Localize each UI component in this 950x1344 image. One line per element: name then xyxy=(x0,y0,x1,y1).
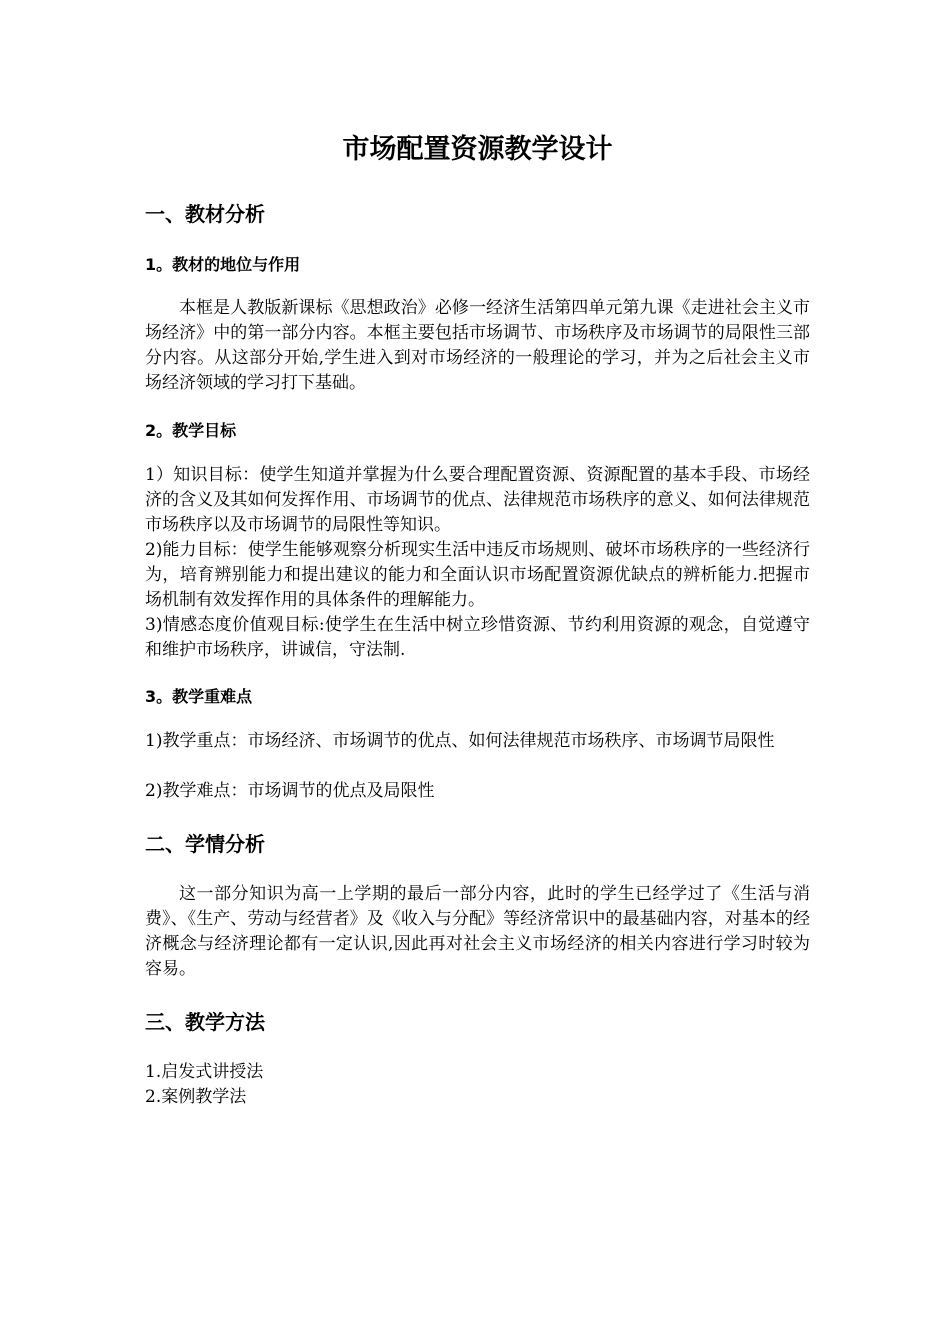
goal-knowledge: 1）知识目标：使学生知道并掌握为什么要合理配置资源、资源配置的基本手段、市场经济的含义及其如何发挥作用、市场调节的优点、法律规范市场秩序的意义、如何法律规范市场秩序以及市场调节的局限性等知识。 xyxy=(145,465,810,535)
subheading-key-difficult-points: 3。教学重难点 xyxy=(145,687,253,706)
document-title: 市场配置资源教学设计 xyxy=(342,134,613,165)
goal-attitude: 3)情感态度价值观目标:使学生在生活中树立珍惜资源、节约利用资源的观念，自觉遵守和维护市场秩序，讲诚信，守法制. xyxy=(145,615,810,660)
paragraph-student-analysis: 这一部分知识为高一上学期的最后一部分内容，此时的学生已经学过了《生活与消费》、《生产、劳动与经营者》及《收入与分配》等经济常识中的最基础内容，对基本的经济概念与经济理论都有一定认识,因此再对社会主义市场经济的相关内容进行学习时较为容易。 xyxy=(145,884,810,979)
method-item-2: 2.案例教学法 xyxy=(145,1087,247,1107)
subheading-position-role: 1。教材的地位与作用 xyxy=(145,255,301,274)
key-points: 1)教学重点：市场经济、市场调节的优点、如何法律规范市场秩序、市场调节局限性 xyxy=(145,731,775,751)
difficult-points: 2)教学难点：市场调节的优点及局限性 xyxy=(145,781,435,801)
section-heading-teaching-methods: 三、教学方法 xyxy=(145,1010,265,1034)
section-heading-textbook-analysis: 一、教材分析 xyxy=(145,202,265,226)
section-heading-student-analysis: 二、学情分析 xyxy=(145,832,265,856)
goal-ability: 2)能力目标：使学生能够观察分析现实生活中违反市场规则、破坏市场秩序的一些经济行为，培育辨别能力和提出建议的能力和全面认识市场配置资源优缺点的辨析能力.把握市场机制有效发挥作用的具体条件的理解能力。 xyxy=(145,540,810,610)
method-item-1: 1.启发式讲授法 xyxy=(145,1062,264,1082)
paragraph-position-role: 本框是人教版新课标《思想政治》必修一经济生活第四单元第九课《走进社会主义市场经济》中的第一部分内容。本框主要包括市场调节、市场秩序及市场调节的局限性三部分内容。从这部分开始,学生进入到对市场经济的一般理论的学习，并为之后社会主义市场经济领域的学习打下基础。 xyxy=(145,298,810,393)
subheading-teaching-goals: 2。教学目标 xyxy=(145,421,237,440)
